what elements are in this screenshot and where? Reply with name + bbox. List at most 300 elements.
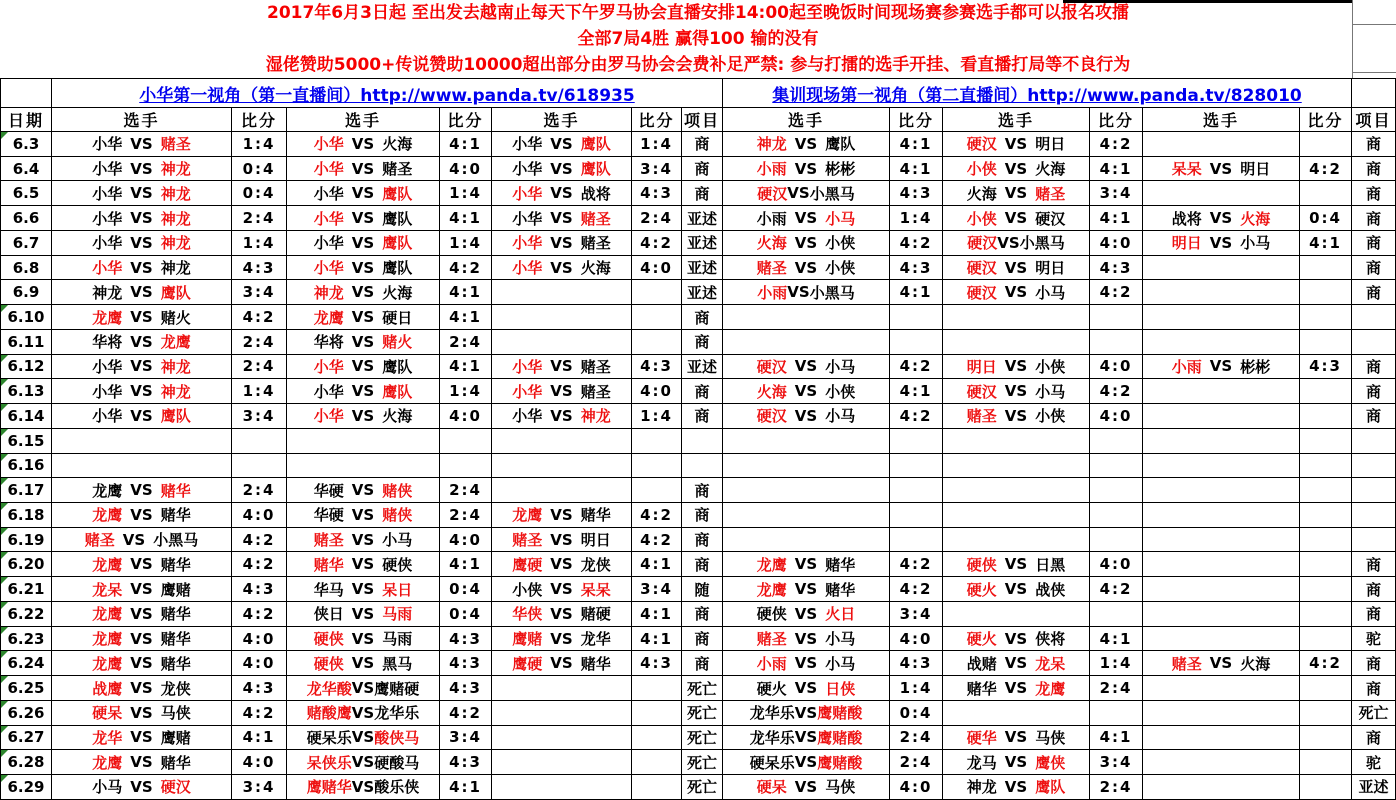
player-name: 硬侠: [966, 555, 997, 574]
date-cell: 6.7: [0, 231, 52, 256]
vs-label: VS: [794, 258, 818, 277]
vs-label: VS: [794, 777, 818, 796]
score-cell: [632, 726, 682, 751]
green-triangle-icon: [1, 132, 8, 139]
match-cell: [287, 651, 440, 676]
date-cell: 6.13: [0, 379, 52, 404]
green-triangle-icon: [1, 627, 8, 634]
vs-label: VS: [1004, 382, 1028, 401]
match-cell: [52, 256, 232, 281]
vs-label: VS: [351, 233, 375, 252]
match-cell: [287, 454, 440, 479]
score-cell: [232, 206, 287, 231]
player-name: 赌华: [160, 481, 191, 500]
match-cell: [287, 577, 440, 602]
player-name: 小侠: [825, 259, 856, 278]
match-cell: [52, 305, 232, 330]
vs-label: VS: [351, 679, 375, 698]
date-cell: 6.5: [0, 181, 52, 206]
score-value: 2:4: [449, 481, 482, 500]
score-value: 4:1: [449, 308, 482, 326]
player-name: 硬呆乐: [306, 728, 352, 747]
stream-link-left-cell: [52, 79, 723, 107]
table-row: [0, 181, 1396, 206]
match-cell: [492, 775, 632, 800]
score-value: 3:4: [242, 777, 276, 796]
score-cell: [232, 231, 287, 256]
score-value: 4:1: [449, 777, 482, 796]
date-cell: 6.4: [0, 157, 52, 182]
category-cell: 商: [1352, 676, 1396, 701]
score-value: 2:4: [640, 209, 673, 228]
player-name: 小华: [512, 135, 543, 154]
match-cell: [723, 330, 890, 355]
match-cell: [723, 701, 890, 726]
match-cell: [943, 231, 1090, 256]
vs-label: VS: [1004, 753, 1028, 772]
vs-label: VS: [794, 209, 818, 228]
match-cell: [492, 206, 632, 231]
category-cell: 亚述: [682, 256, 723, 281]
player-name: 火日: [825, 605, 856, 624]
vs-label: VS: [351, 555, 375, 574]
table-row: [0, 404, 1396, 429]
score-value: 4:3: [449, 753, 482, 772]
match-cell: [943, 503, 1090, 528]
vs-label: VS: [794, 233, 818, 252]
score-cell: [440, 701, 492, 726]
match-cell: [492, 701, 632, 726]
category-cell: 商: [682, 478, 723, 503]
score-value: 4:1: [449, 555, 482, 574]
score-cell: [232, 552, 287, 577]
green-triangle-icon: [1, 577, 8, 584]
match-cell: [492, 132, 632, 157]
score-value: 1:4: [640, 134, 673, 153]
score-value: 4:3: [242, 258, 276, 277]
score-value: 4:0: [242, 753, 276, 772]
score-value: 3:4: [640, 580, 673, 599]
player-name: 鹰队: [382, 357, 413, 376]
match-cell: [287, 775, 440, 800]
score-cell: [440, 231, 492, 256]
category-cell: 商: [1352, 404, 1396, 429]
match-cell: [287, 206, 440, 231]
column-header-players: 选手: [492, 107, 632, 132]
player-name: 马雨: [382, 630, 413, 649]
vs-label: VS: [130, 283, 153, 302]
player-name: 火海: [580, 259, 611, 278]
player-name: 小侠: [966, 160, 997, 179]
category-cell: 驼: [1352, 627, 1396, 652]
player-name: 硬汉: [966, 283, 997, 302]
score-cell: [232, 181, 287, 206]
score-value: 4:3: [242, 679, 276, 698]
stream-links-row: [0, 78, 1396, 107]
match-cell: [943, 379, 1090, 404]
table-row: [0, 231, 1396, 256]
match-cell: [1143, 231, 1300, 256]
score-value: 4:0: [1099, 555, 1133, 574]
stream-link-left[interactable]: 小华第一视角（第一直播间）http://www.panda.tv/618935: [139, 85, 635, 106]
green-triangle-icon: [1, 503, 8, 510]
score-cell: [232, 404, 287, 429]
player-name: 华将: [92, 333, 123, 352]
table-row: [0, 330, 1396, 355]
player-name: 火海: [1035, 160, 1066, 179]
score-cell: [890, 157, 943, 182]
table-row: [0, 206, 1396, 231]
player-name: 硬汉: [756, 407, 787, 426]
column-header-players: 选手: [943, 107, 1090, 132]
score-cell: [232, 726, 287, 751]
vs-label: VS: [130, 777, 153, 796]
vs-label: VS: [1004, 654, 1028, 673]
player-name: 硬汉: [966, 135, 997, 154]
match-cell: [723, 157, 890, 182]
match-cell: [723, 181, 890, 206]
match-cell: [492, 157, 632, 182]
score-cell: [632, 552, 682, 577]
score-cell: [632, 528, 682, 553]
score-value: 1:4: [899, 209, 933, 228]
match-cell: [52, 676, 232, 701]
vs-label: VS: [794, 703, 818, 722]
player-name: 小华: [512, 407, 543, 426]
match-cell: [943, 280, 1090, 305]
score-cell: [440, 528, 492, 553]
score-value: 2:4: [899, 753, 933, 772]
match-cell: [1143, 750, 1300, 775]
score-value: 4:2: [640, 530, 673, 549]
match-cell: [943, 602, 1090, 627]
vs-label: VS: [550, 233, 573, 252]
match-cell: [1143, 454, 1300, 479]
player-name: 小侠: [825, 382, 856, 401]
score-cell: [1300, 231, 1352, 256]
category-cell: 商: [682, 627, 723, 652]
score-cell: [890, 305, 943, 330]
category-cell: 随: [682, 577, 723, 602]
vs-label: VS: [130, 580, 153, 599]
score-cell: [890, 132, 943, 157]
score-cell: [632, 132, 682, 157]
player-name: 赌华: [825, 580, 856, 599]
score-cell: [232, 503, 287, 528]
score-cell: [890, 701, 943, 726]
score-cell: [1300, 454, 1352, 479]
vs-label: VS: [351, 308, 375, 326]
score-value: 4:2: [640, 505, 673, 524]
player-name: 小马: [92, 778, 123, 797]
category-cell: 商: [682, 157, 723, 182]
player-name: 龙呆: [92, 580, 123, 599]
player-name: 龙鹰: [512, 506, 543, 525]
score-cell: [232, 602, 287, 627]
green-triangle-icon: [1, 676, 8, 683]
match-cell: [723, 750, 890, 775]
player-name: 火海: [382, 407, 413, 426]
match-cell: [1143, 280, 1300, 305]
date-cell: 6.3: [0, 132, 52, 157]
vs-label: VS: [550, 604, 573, 623]
player-name: 小华: [92, 209, 123, 228]
player-name: 龙鹰: [92, 481, 123, 500]
player-name: 硬火: [966, 630, 997, 649]
score-cell: [890, 280, 943, 305]
match-cell: [287, 478, 440, 503]
vs-label: VS: [1004, 209, 1028, 228]
score-value: 4:3: [640, 184, 673, 203]
player-name: 赌华: [160, 506, 191, 525]
player-name: 日黑: [1035, 555, 1066, 574]
vs-label: VS: [1004, 258, 1028, 277]
vs-label: VS: [1004, 406, 1028, 425]
table-row: [0, 750, 1396, 775]
category-cell: 亚述: [682, 355, 723, 380]
vs-label: VS: [351, 209, 375, 228]
score-cell: [890, 651, 943, 676]
match-cell: [52, 181, 232, 206]
player-name: 赌华: [580, 506, 611, 525]
green-triangle-icon: [1, 305, 8, 312]
score-cell: [1300, 528, 1352, 553]
table-row: [0, 379, 1396, 404]
green-triangle-icon: [1, 379, 8, 386]
score-cell: [1090, 280, 1143, 305]
player-name: 硬火: [756, 679, 787, 698]
category-cell: 死亡: [682, 750, 723, 775]
score-cell: [1090, 379, 1143, 404]
match-cell: [492, 651, 632, 676]
score-cell: [632, 330, 682, 355]
score-value: 3:4: [242, 406, 276, 425]
score-value: 3:4: [640, 159, 673, 178]
player-name: 战鹰: [92, 679, 123, 698]
category-cell: 死亡: [1352, 701, 1396, 726]
column-header-score: 比分: [1090, 107, 1143, 132]
score-value: 1:4: [1099, 654, 1133, 673]
score-cell: [1090, 429, 1143, 454]
score-value: 4:2: [640, 233, 673, 252]
player-name: 鹰硬: [512, 654, 543, 673]
green-triangle-icon: [1, 552, 8, 559]
vs-label: VS: [1004, 134, 1028, 153]
banner-line-2: 全部7局4胜 赢得100 输的没有: [577, 29, 819, 49]
vs-label: VS: [794, 382, 818, 401]
match-cell: [492, 602, 632, 627]
table-row: [0, 256, 1396, 281]
score-cell: [1090, 726, 1143, 751]
match-cell: [492, 379, 632, 404]
green-triangle-icon: [1, 429, 8, 436]
vs-label: VS: [130, 357, 153, 376]
vs-label: VS: [130, 728, 153, 747]
player-name: 小马: [825, 357, 856, 376]
category-cell: [682, 429, 723, 454]
match-cell: [943, 478, 1090, 503]
score-cell: [1090, 627, 1143, 652]
category-cell: 驼: [1352, 750, 1396, 775]
vs-label: VS: [351, 283, 375, 302]
score-cell: [632, 280, 682, 305]
player-name: 呆侠乐: [306, 753, 352, 772]
match-cell: [1143, 157, 1300, 182]
match-cell: [1143, 503, 1300, 528]
score-cell: [1090, 256, 1143, 281]
score-cell: [440, 206, 492, 231]
score-value: 4:1: [1099, 209, 1133, 228]
score-cell: [1090, 651, 1143, 676]
match-cell: [1143, 627, 1300, 652]
score-value: 0:4: [899, 703, 933, 722]
green-triangle-icon: [1, 404, 8, 411]
vs-label: VS: [550, 382, 573, 401]
player-name: 硬日: [382, 308, 413, 327]
player-name: 龙华酸: [306, 679, 352, 698]
player-name: 龙鹰: [756, 555, 787, 574]
vs-label: VS: [130, 753, 153, 772]
window-edge-bar: [1063, 0, 1353, 3]
score-value: 1:4: [640, 406, 673, 425]
player-name: 硬呆: [756, 778, 787, 797]
match-cell: [52, 478, 232, 503]
score-cell: [632, 256, 682, 281]
match-cell: [52, 206, 232, 231]
score-cell: [440, 256, 492, 281]
player-name: 赌圣: [313, 531, 344, 550]
player-name: 龙鹰: [756, 580, 787, 599]
score-value: 4:1: [1099, 728, 1133, 747]
score-value: 4:0: [1099, 406, 1133, 425]
score-cell: [632, 602, 682, 627]
player-name: 小侠: [966, 209, 997, 228]
player-name: 战将: [580, 184, 611, 203]
vs-label: VS: [1209, 233, 1233, 252]
green-triangle-icon: [1, 750, 8, 757]
match-cell: [1143, 726, 1300, 751]
score-cell: [632, 429, 682, 454]
match-cell: [492, 577, 632, 602]
score-cell: [232, 355, 287, 380]
score-cell: [1090, 503, 1143, 528]
match-cell: [723, 651, 890, 676]
table-row: [0, 503, 1396, 528]
score-cell: [890, 602, 943, 627]
player-name: 小雨: [756, 160, 787, 179]
score-cell: [440, 577, 492, 602]
green-triangle-icon: [1, 602, 8, 609]
player-name: 硬汉: [967, 234, 998, 253]
player-name: 龙侠: [580, 555, 611, 574]
player-name: 小华: [313, 135, 344, 154]
player-name: 神龙: [160, 382, 191, 401]
match-cell: [492, 726, 632, 751]
player-name: 赌圣: [756, 630, 787, 649]
score-cell: [1090, 231, 1143, 256]
match-cell: [943, 552, 1090, 577]
score-value: 4:0: [640, 382, 673, 401]
category-cell: 商: [682, 132, 723, 157]
player-name: 鹰队: [580, 160, 611, 179]
player-name: 彬彬: [825, 160, 856, 179]
player-name: 小华: [512, 357, 543, 376]
match-cell: [1143, 478, 1300, 503]
score-cell: [890, 528, 943, 553]
score-cell: [632, 157, 682, 182]
match-cell: [723, 627, 890, 652]
player-name: 神龙: [580, 407, 611, 426]
score-cell: [232, 429, 287, 454]
match-cell: [1143, 528, 1300, 553]
score-value: 4:3: [449, 654, 482, 673]
score-cell: [440, 651, 492, 676]
score-value: 4:3: [449, 629, 482, 648]
score-value: 4:0: [899, 629, 933, 648]
match-cell: [723, 280, 890, 305]
player-name: 龙马: [966, 753, 997, 772]
player-name: 赌圣: [1171, 654, 1202, 673]
player-name: 华将: [313, 333, 344, 352]
score-cell: [232, 305, 287, 330]
empty-cell: [1352, 79, 1396, 107]
score-cell: [1300, 157, 1352, 182]
player-name: 火海: [756, 234, 787, 253]
player-name: 鹰队: [160, 283, 191, 302]
score-cell: [1300, 577, 1352, 602]
vs-label: VS: [550, 357, 573, 376]
player-name: 神龙: [313, 283, 344, 302]
player-name: 鹰队: [825, 135, 856, 154]
player-name: 马雨: [382, 605, 413, 624]
table-row: [0, 528, 1396, 553]
score-cell: [1300, 256, 1352, 281]
match-cell: [1143, 404, 1300, 429]
player-name: 马侠: [825, 778, 856, 797]
vs-label: VS: [130, 505, 153, 524]
match-cell: [492, 528, 632, 553]
banner: [0, 0, 1396, 78]
match-cell: [723, 528, 890, 553]
match-cell: [492, 750, 632, 775]
match-cell: [287, 181, 440, 206]
score-value: 1:4: [242, 134, 276, 153]
player-name: 明日: [1240, 160, 1271, 179]
vs-label: VS: [1004, 555, 1028, 574]
score-cell: [632, 206, 682, 231]
table-row: [0, 602, 1396, 627]
match-cell: [943, 627, 1090, 652]
score-cell: [890, 454, 943, 479]
match-cell: [52, 726, 232, 751]
player-name: 硬酸马: [374, 753, 420, 772]
match-cell: [52, 577, 232, 602]
column-header-players: 选手: [723, 107, 890, 132]
match-cell: [492, 627, 632, 652]
stream-link-right[interactable]: 集训现场第一视角（第二直播间）http://www.panda.tv/828010: [772, 85, 1302, 106]
vs-label: VS: [351, 406, 375, 425]
vs-label: VS: [1004, 580, 1028, 599]
match-cell: [52, 280, 232, 305]
match-cell: [1143, 206, 1300, 231]
vs-label: VS: [1209, 357, 1233, 376]
player-name: 龙鹰: [92, 308, 123, 327]
vs-label: VS: [1004, 159, 1028, 178]
score-cell: [232, 330, 287, 355]
player-name: 酸乐侠: [374, 778, 420, 797]
green-triangle-icon: [1, 355, 8, 362]
score-value: 4:2: [449, 703, 482, 722]
